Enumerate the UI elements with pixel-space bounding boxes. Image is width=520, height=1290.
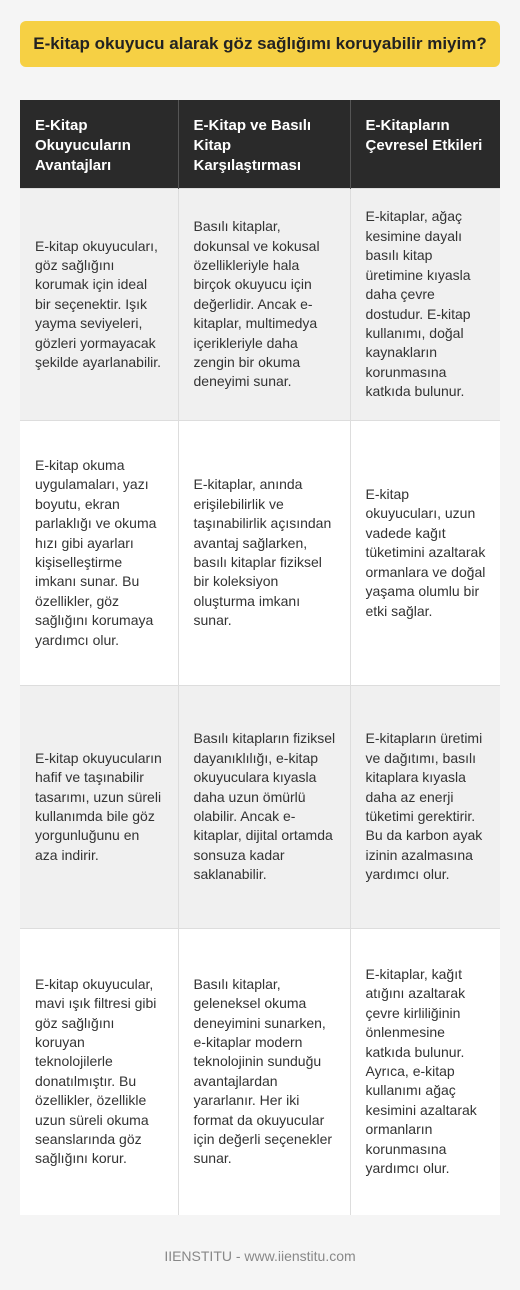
table-cell: E-kitap okuma uygulamaları, yazı boyutu, ekran parlaklığı ve okuma hızı gibi ayarları kişiselleştirme imkanı sunar. Bu özellikler, göz sağlığını korumaya yardımcı olur.	[20, 421, 178, 686]
table-cell: E-kitap okuyucular, mavi ışık filtresi gibi göz sağlığını koruyan teknolojilerle donatılmıştır. Bu özellikler, özellikle uzun süreli okuma seanslarında göz sağlığını korur.	[20, 929, 178, 1215]
table-row	[20, 929, 500, 1215]
table-cell: E-kitapların üretimi ve dağıtımı, basılı kitaplara kıyasla daha az enerji tüketimi gerektirir. Bu da karbon ayak izinin azalmasına yardımcı olur.	[350, 686, 500, 929]
column-header: E-Kitap ve Basılı Kitap Karşılaştırması	[178, 100, 350, 189]
table-header-row	[20, 100, 500, 189]
table-cell: E-kitap okuyucuları, göz sağlığını korumak için ideal bir seçenektir. Işık yayma seviyeleri, gözleri yormayacak şekilde ayarlanabilir.	[20, 189, 178, 421]
table-cell: Basılı kitapların fiziksel dayanıklılığı, e-kitap okuyuculara kıyasla daha uzun ömürlü olabilir. Ancak e-kitaplar, dijital ortamda sonsuza kadar saklanabilir.	[178, 686, 350, 929]
table-cell: E-kitaplar, anında erişilebilirlik ve taşınabilirlik açısından avantaj sağlarken, basılı kitaplar fiziksel bir koleksiyon oluşturma imkanı sunar.	[178, 421, 350, 686]
table-cell: E-kitap okuyucuları, uzun vadede kağıt tüketimini azaltarak ormanlara ve doğal yaşama olumlu bir etki sağlar.	[350, 421, 500, 686]
comparison-table	[20, 100, 500, 1215]
column-header: E-Kitap Okuyucuların Avantajları	[20, 100, 178, 189]
table-cell: E-kitap okuyucuların hafif ve taşınabilir tasarımı, uzun süreli kullanımda bile göz yorgunluğunu en aza indirir.	[20, 686, 178, 929]
table-row	[20, 421, 500, 686]
column-header: E-Kitapların Çevresel Etkileri	[350, 100, 500, 189]
table-row	[20, 189, 500, 421]
footer-credit: IIENSTITU - www.iienstitu.com	[164, 1248, 356, 1264]
table-cell: E-kitaplar, ağaç kesimine dayalı basılı kitap üretimine kıyasla daha çevre dostudur. E-kitap kullanımı, doğal kaynakların korunmasına katkıda bulunur.	[350, 189, 500, 421]
table-cell: E-kitaplar, kağıt atığını azaltarak çevre kirliliğinin önlenmesine katkıda bulunur. Ayrıca, e-kitap kullanımı ağaç kesimini azaltarak ormanların korunmasına yardımcı olur.	[350, 929, 500, 1215]
table-row	[20, 686, 500, 929]
table-cell: Basılı kitaplar, dokunsal ve kokusal özellikleriyle hala birçok okuyucu için değerlidir. Ancak e-kitaplar, multimedya içerikleriyle daha zengin bir okuma deneyimi sunar.	[178, 189, 350, 421]
table-cell: Basılı kitaplar, geleneksel okuma deneyimini sunarken, e-kitaplar modern teknolojinin sunduğu avantajlardan yararlanır. Her iki format da okuyucular için değerli seçenekler sunar.	[178, 929, 350, 1215]
page-title: E-kitap okuyucu alarak göz sağlığımı koruyabilir miyim?	[20, 21, 500, 67]
